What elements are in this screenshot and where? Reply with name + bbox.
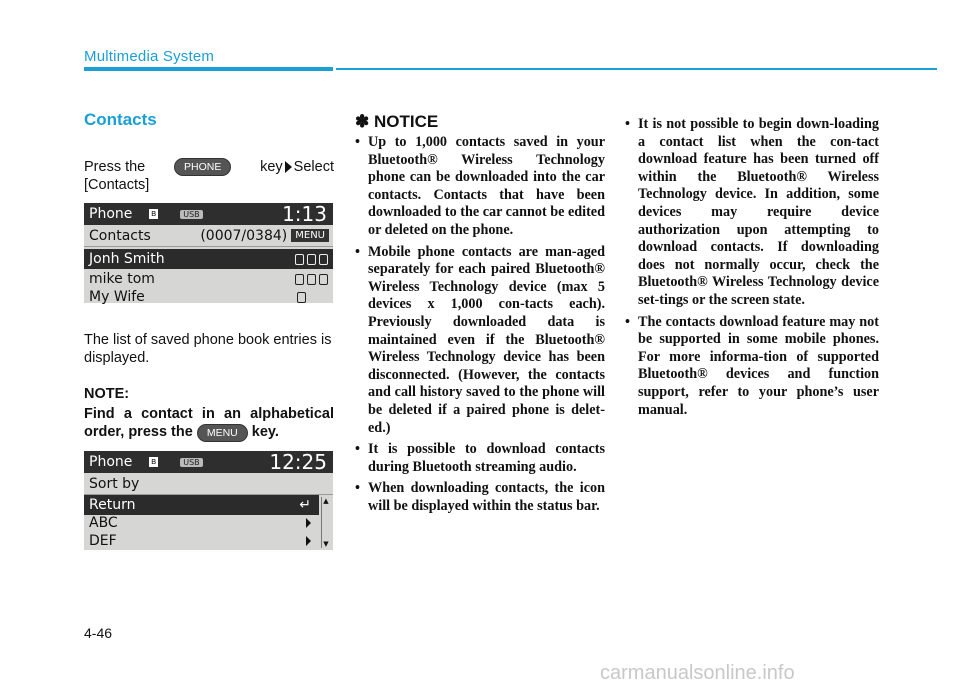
section-header: Multimedia System <box>84 48 215 65</box>
note-text: Find a contact in an alphabetical order, press the MENU key. <box>84 406 334 440</box>
bluetooth-icon: ʙ <box>151 457 157 467</box>
menu-key-icon: MENU <box>197 424 248 442</box>
notice-column-1 <box>355 134 605 515</box>
header-rule-thin <box>336 68 937 70</box>
contact-row[interactable]: My Wife <box>84 287 333 307</box>
watermark: carmanualsonline.info <box>600 662 795 684</box>
contacts-header <box>84 225 333 247</box>
notice-title: ✽ NOTICE <box>355 112 439 131</box>
notice-bullet: • When downloading contacts, the icon will be displayed within the status bar. <box>355 480 605 515</box>
contact-count: (0007/0384) <box>200 227 288 244</box>
usb-badge: USB <box>180 210 202 219</box>
office-icon <box>319 254 328 265</box>
clock: 12:25 <box>269 450 327 474</box>
home-icon <box>307 274 316 285</box>
list-item[interactable]: Return ↵ <box>84 495 319 515</box>
mobile-icon <box>295 254 304 265</box>
notice-bullet: • It is not possible to begin down-loading a contact list when the con-tact download feature has been turned off within the Bluetooth® Wireless Technology device. In addition, some devices may require device authorization upon attempting to download contacts. If downloading does not normally occur, check the Bluetooth® Wireless Technology device set-tings or the screen state. <box>625 116 879 310</box>
phone-tab: Phone <box>89 206 133 222</box>
scrollbar[interactable] <box>321 497 330 548</box>
return-icon: ↵ <box>299 497 311 513</box>
mobile-icon <box>297 292 306 303</box>
contacts-title: Contacts <box>84 110 157 129</box>
sort-screen <box>84 451 333 550</box>
contact-row[interactable]: mike tom <box>84 269 333 289</box>
list-description: The list of saved phone book entries is displayed. <box>84 332 332 366</box>
list-item[interactable]: DEF <box>84 531 319 551</box>
phone-key-icon: PHONE <box>174 158 231 176</box>
note-label: NOTE: <box>84 386 130 402</box>
instruction-line <box>84 158 334 194</box>
sort-header <box>84 473 333 495</box>
notice-bullet: • Up to 1,000 contacts saved in your Bluetooth® Wireless Technology phone can be downloaded into the car contacts. Contacts that have been downloaded to the car cannot be edited or deleted on the phone. <box>355 134 605 240</box>
chevron-right-icon <box>306 536 311 546</box>
status-bar <box>84 451 333 473</box>
contacts-screen <box>84 203 333 303</box>
screen-title: Contacts <box>89 227 151 244</box>
clock: 1:13 <box>282 202 327 226</box>
notice-column-2 <box>625 116 879 419</box>
notice-bullet: • The contacts download feature may not be supported in some mobile phones. For more informa-tion of supported Bluetooth® devices and function support, refer to your phone’s user manual. <box>625 314 879 420</box>
bluetooth-icon: ʙ <box>151 209 157 219</box>
screen-title: Sort by <box>89 475 140 492</box>
select-target: [Contacts] <box>84 177 150 193</box>
notice-bullet: • It is possible to download contacts during Bluetooth streaming audio. <box>355 441 605 476</box>
phone-tab: Phone <box>89 454 133 470</box>
usb-badge: USB <box>180 458 202 467</box>
press-text: Press the <box>84 159 146 175</box>
key-select: key Select <box>260 159 334 175</box>
list-item[interactable]: ABC <box>84 513 319 533</box>
office-icon <box>319 274 328 285</box>
status-bar <box>84 203 333 225</box>
notice-bullet: • Mobile phone contacts are man-aged separately for each paired Bluetooth® Wireless Technology device (max 5 devices x 1,000 con-tacts each). Previously downloaded data is maintained even if the Bluetooth® Wireless Technology device has been disconnected. (However, the contacts and call history saved to the phone will be deleted if a paired phone is delet-ed.) <box>355 244 605 438</box>
page-number: 4-46 <box>84 625 113 641</box>
scroll-down-icon[interactable]: ▼ <box>323 540 329 548</box>
contact-row[interactable]: Jonh Smith <box>84 249 333 269</box>
menu-button[interactable]: MENU <box>291 229 329 242</box>
header-rule-thick <box>84 67 333 71</box>
home-icon <box>307 254 316 265</box>
mobile-icon <box>295 274 304 285</box>
scroll-up-icon[interactable]: ▲ <box>323 497 329 505</box>
arrow-right-icon <box>285 161 292 173</box>
chevron-right-icon <box>306 518 311 528</box>
